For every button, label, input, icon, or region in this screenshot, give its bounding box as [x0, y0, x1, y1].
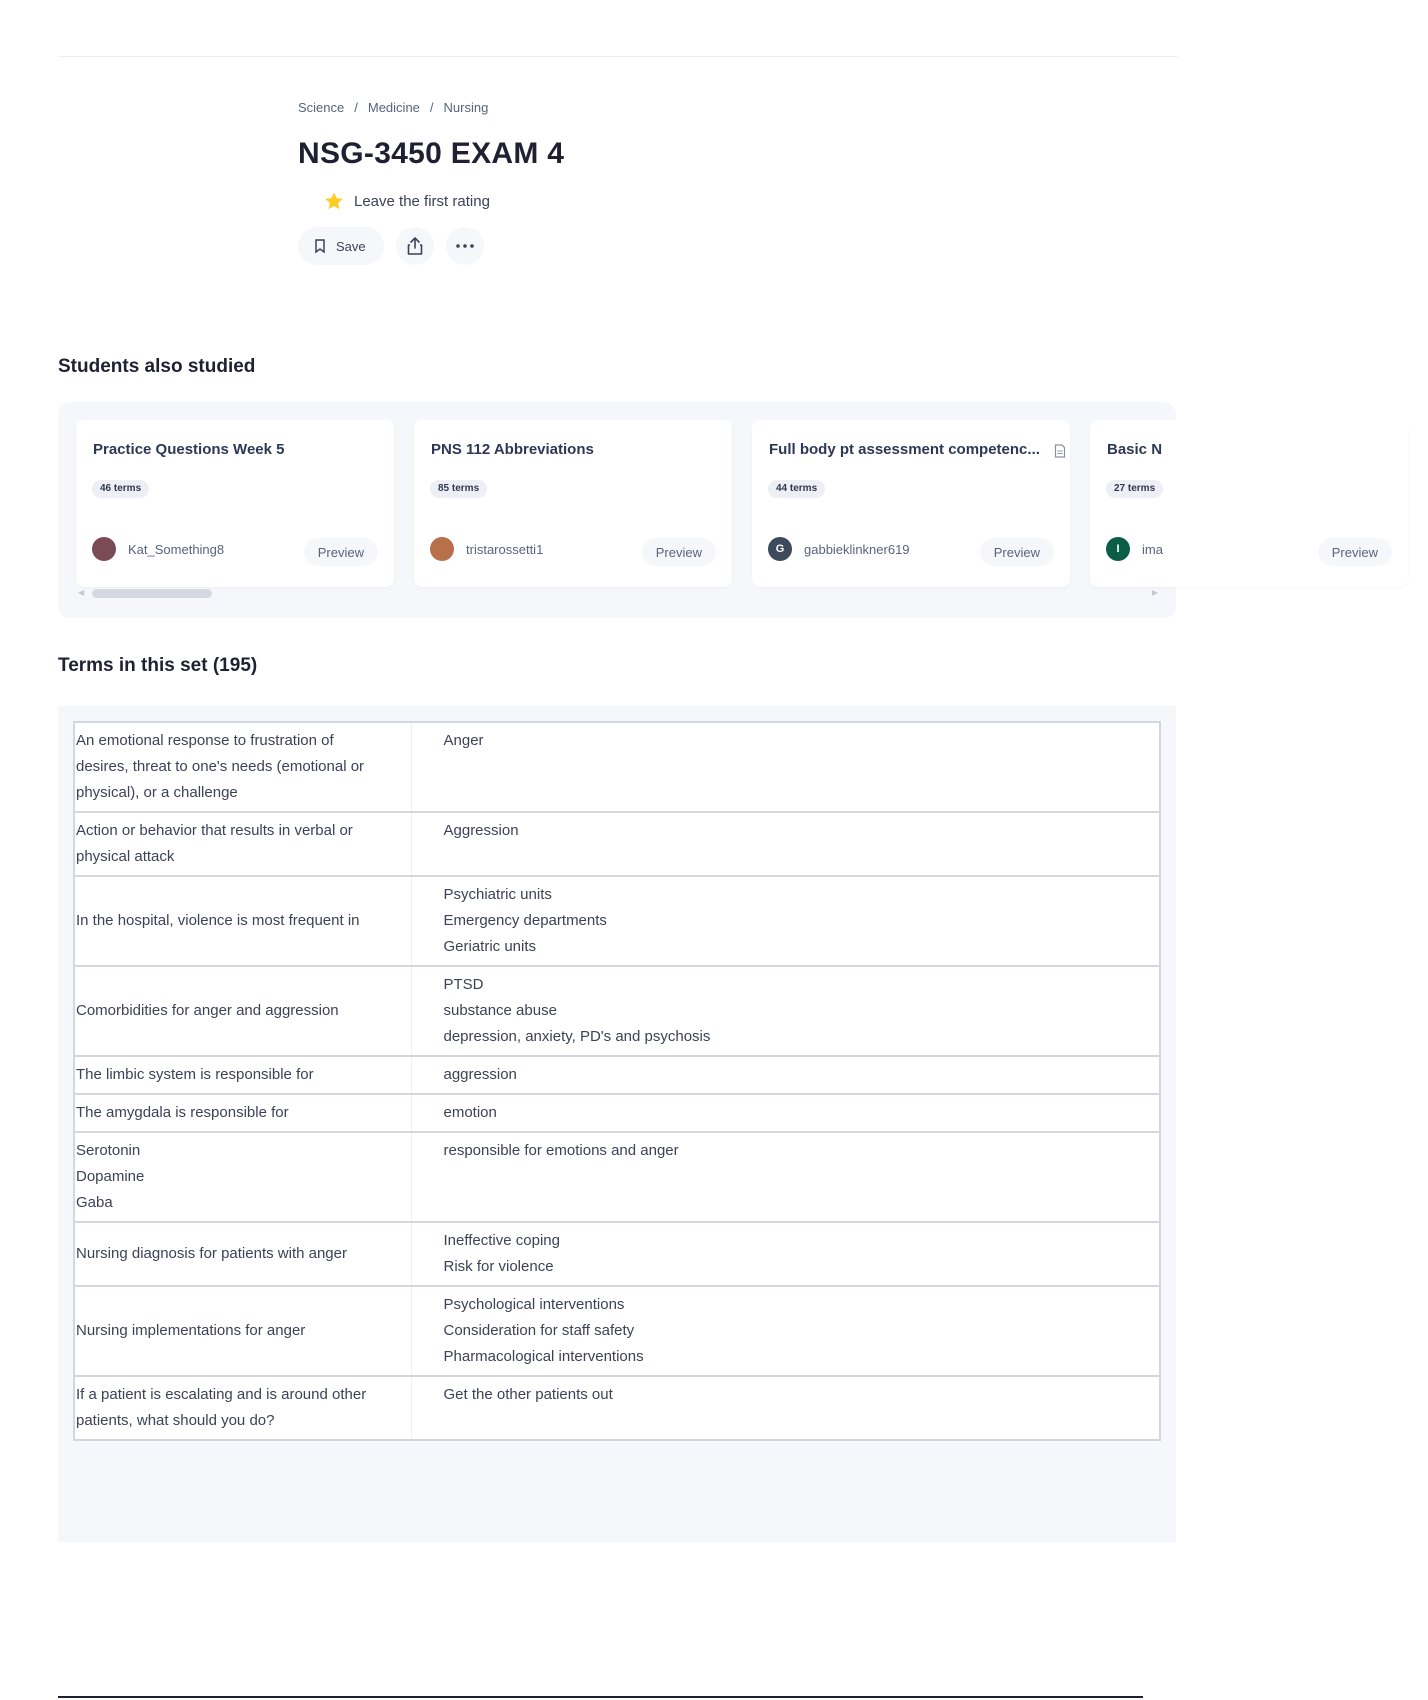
term-row — [74, 722, 1160, 812]
definition-cell — [411, 1094, 1160, 1132]
term-row — [74, 1056, 1160, 1094]
definition-text: Psychiatric units — [443, 886, 552, 903]
term-text: Comorbidities for anger and aggression — [76, 1002, 339, 1019]
document-icon — [1054, 444, 1066, 458]
term-row — [74, 1132, 1160, 1222]
term-row — [74, 812, 1160, 876]
term-text: Nursing implementations for anger — [76, 1322, 306, 1339]
definition-text: Anger — [443, 732, 484, 749]
breadcrumb-separator: / — [429, 100, 434, 115]
term-row — [74, 966, 1160, 1056]
definition-cell — [411, 966, 1160, 1056]
card-title: PNS 112 Abbreviations — [431, 441, 594, 458]
author-name: tristarossetti1 — [466, 541, 544, 557]
students-also-studied-heading: Students also studied — [58, 356, 256, 377]
term-cell — [74, 876, 411, 966]
breadcrumb-science[interactable]: Science — [298, 100, 345, 115]
students-also-studied-carousel — [58, 402, 1378, 618]
term-text: patients, what should you do? — [76, 1412, 275, 1429]
terms-count-badge: 46 terms — [92, 480, 149, 498]
term-cell — [74, 1056, 411, 1094]
term-text: Dopamine — [76, 1168, 145, 1185]
scrollbar-thumb[interactable] — [92, 589, 212, 598]
terms-panel — [58, 706, 1176, 1542]
share-icon — [406, 236, 424, 256]
term-text: If a patient is escalating and is around other — [76, 1386, 367, 1403]
terms-count-badge: 85 terms — [430, 480, 487, 498]
term-text: An emotional response to frustration of — [76, 732, 334, 749]
breadcrumb-nursing[interactable]: Nursing — [443, 100, 489, 115]
term-cell — [74, 1286, 411, 1376]
term-text: physical), or a challenge — [76, 784, 238, 801]
definition-cell — [411, 1056, 1160, 1094]
definition-cell — [411, 876, 1160, 966]
rating-text: Leave the first rating — [354, 192, 490, 210]
definition-cell — [411, 722, 1160, 812]
term-cell — [74, 1132, 411, 1222]
term-text: In the hospital, violence is most frequent in — [76, 912, 360, 929]
bookmark-icon — [314, 239, 326, 253]
breadcrumb-separator: / — [354, 100, 358, 115]
definition-text: Get the other patients out — [443, 1386, 613, 1403]
avatar: G — [768, 537, 792, 561]
term-text: Gaba — [76, 1194, 113, 1211]
avatar — [92, 537, 116, 561]
preview-button[interactable]: Preview — [304, 538, 378, 566]
term-text: physical attack — [76, 848, 175, 865]
card-author[interactable] — [92, 537, 224, 561]
save-button[interactable] — [298, 227, 384, 265]
definition-text: PTSD — [443, 976, 484, 993]
definition-cell — [411, 1376, 1160, 1440]
definition-cell — [411, 1222, 1160, 1286]
avatar: I — [1106, 537, 1130, 561]
breadcrumb — [298, 100, 998, 115]
definition-text: substance abuse — [443, 1002, 557, 1019]
definition-text: Aggression — [443, 822, 519, 839]
definition-text: Risk for violence — [443, 1258, 554, 1275]
study-set-card[interactable] — [414, 420, 732, 587]
definition-text: Emergency departments — [443, 912, 607, 929]
terms-table-body — [74, 722, 1160, 1440]
study-set-card[interactable] — [1090, 420, 1408, 587]
carousel-scrollbar[interactable] — [78, 588, 1158, 598]
breadcrumb-medicine[interactable]: Medicine — [367, 100, 420, 115]
scroll-right-arrow-icon[interactable]: ▶ — [1151, 588, 1158, 597]
study-set-card[interactable] — [752, 420, 1070, 587]
terms-count-badge: 27 terms — [1106, 480, 1163, 498]
card-list — [76, 420, 1428, 587]
terms-table — [73, 721, 1161, 1441]
avatar — [430, 537, 454, 561]
term-text: The amygdala is responsible for — [76, 1104, 289, 1121]
share-button[interactable] — [396, 227, 434, 265]
card-title: Full body pt assessment competenc... — [769, 441, 1040, 458]
star-icon — [324, 191, 344, 211]
card-author[interactable] — [430, 537, 543, 561]
author-name: gabbieklinkner619 — [804, 541, 910, 557]
card-author[interactable] — [768, 537, 910, 561]
set-header — [298, 100, 998, 265]
term-text: Nursing diagnosis for patients with anger — [76, 1245, 347, 1262]
definition-text: depression, anxiety, PD's and psychosis — [443, 1028, 711, 1045]
term-cell — [74, 722, 411, 812]
definition-text: emotion — [443, 1104, 497, 1121]
more-icon — [455, 243, 475, 249]
scroll-left-arrow-icon[interactable]: ◀ — [78, 588, 85, 597]
definition-cell — [411, 812, 1160, 876]
term-row — [74, 876, 1160, 966]
definition-text: Pharmacological interventions — [443, 1348, 644, 1365]
term-text: desires, threat to one's needs (emotional or — [76, 758, 365, 775]
term-row — [74, 1094, 1160, 1132]
term-cell — [74, 966, 411, 1056]
preview-button[interactable]: Preview — [1318, 538, 1392, 566]
rating-link[interactable] — [324, 191, 998, 211]
term-text: The limbic system is responsible for — [76, 1066, 314, 1083]
definition-cell — [411, 1132, 1160, 1222]
set-actions — [298, 227, 998, 265]
definition-cell — [411, 1286, 1160, 1376]
term-cell — [74, 1376, 411, 1440]
top-divider — [58, 56, 1178, 57]
term-cell — [74, 1222, 411, 1286]
term-row — [74, 1376, 1160, 1440]
definition-text: responsible for emotions and anger — [443, 1142, 679, 1159]
definition-text: aggression — [443, 1066, 517, 1083]
author-name: ima — [1142, 541, 1163, 557]
term-row — [74, 1286, 1160, 1376]
terms-in-set-heading: Terms in this set (195) — [58, 655, 258, 676]
preview-button[interactable]: Preview — [980, 538, 1054, 566]
more-options-button[interactable] — [446, 227, 484, 265]
card-title: Basic N — [1107, 441, 1163, 458]
study-set-card[interactable] — [76, 420, 394, 587]
card-author[interactable] — [1106, 537, 1163, 561]
term-cell — [74, 1094, 411, 1132]
term-cell — [74, 812, 411, 876]
page-title: NSG-3450 EXAM 4 — [298, 137, 565, 170]
definition-text: Ineffective coping — [443, 1232, 560, 1249]
author-name: Kat_Something8 — [128, 541, 225, 557]
term-text: Serotonin — [76, 1142, 141, 1159]
term-text: Action or behavior that results in verbal or — [76, 822, 353, 839]
term-row — [74, 1222, 1160, 1286]
definition-text: Consideration for staff safety — [443, 1322, 635, 1339]
save-label: Save — [336, 238, 366, 254]
preview-button[interactable]: Preview — [642, 538, 716, 566]
terms-count-badge: 44 terms — [768, 480, 825, 498]
definition-text: Psychological interventions — [443, 1296, 625, 1313]
card-title: Practice Questions Week 5 — [93, 441, 285, 458]
bottom-divider — [58, 1696, 1143, 1698]
definition-text: Geriatric units — [443, 938, 537, 955]
